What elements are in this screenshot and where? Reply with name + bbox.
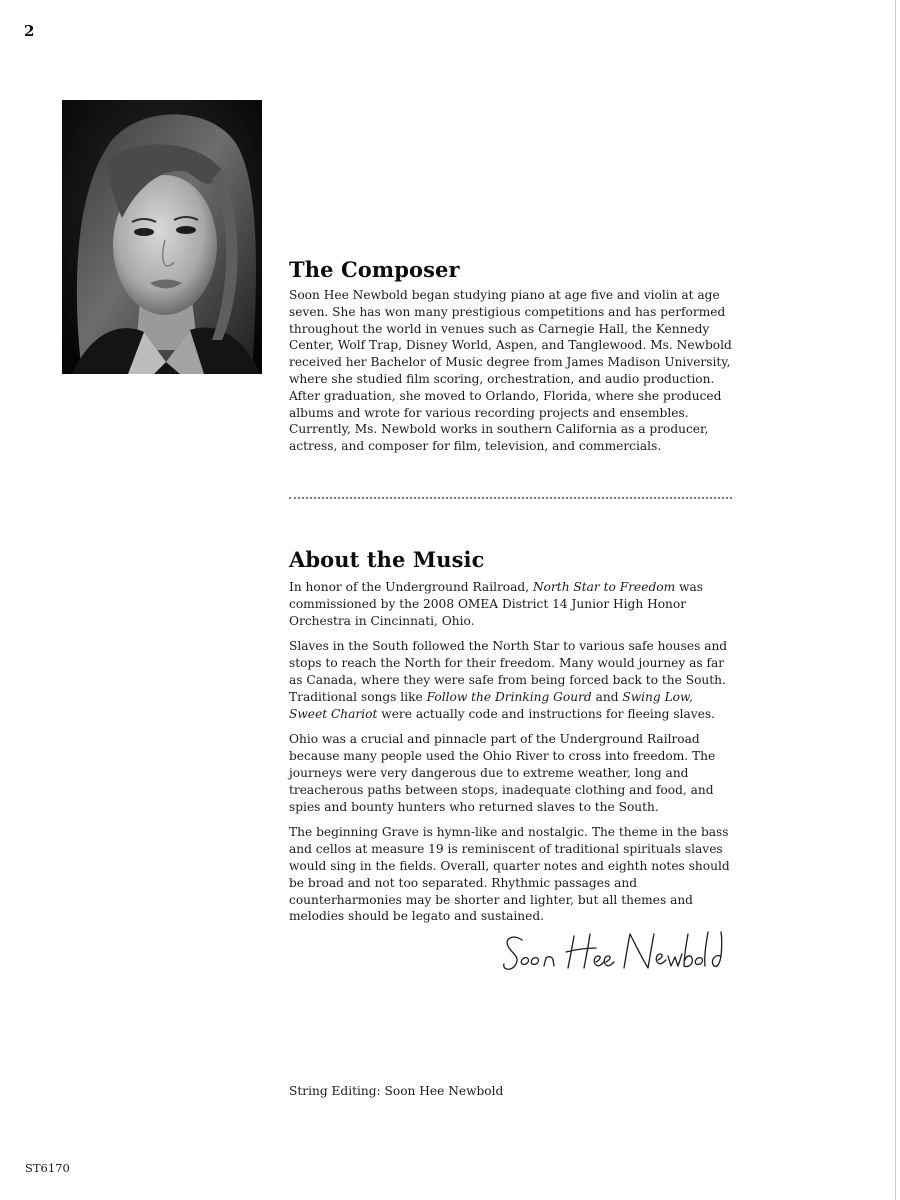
music-p2-text-b: and <box>591 689 623 704</box>
music-p1-text-b: was commissioned by the 2008 OMEA District 14 Junior High Honor Orchestra in Cincinnati, Ohio. <box>289 580 703 628</box>
section-divider <box>289 497 732 499</box>
music-p2-text-a: Slaves in the South followed the North Star to various safe houses and stops to reach the North for their freedom. Many would journey as far as Canada, where they were safe from being forced back to the South. Traditional songs like <box>289 639 728 704</box>
composer-heading: The Composer <box>289 257 460 282</box>
about-music-heading: About the Music <box>289 547 485 572</box>
music-paragraph-3: Ohio was a crucial and pinnacle part of the Underground Railroad because many people used the Ohio River to cross into freedom. The journeys were very dangerous due to extreme weather, long and treacherous paths between stops, inadequate clothing and food, and spies and bounty hunters who returned slaves to the South. <box>289 732 716 814</box>
composer-signature <box>500 926 725 978</box>
string-editing-credit: String Editing: Soon Hee Newbold <box>289 1084 504 1098</box>
composer-photo <box>62 100 262 374</box>
catalog-number: ST6170 <box>25 1161 70 1175</box>
song-title-swing-low: Swing Low, Sweet Chariot <box>289 689 693 721</box>
signature-graphic <box>500 926 725 978</box>
about-music-text <box>289 579 734 934</box>
composer-portrait-image <box>62 100 262 374</box>
music-title-italic: North Star to Freedom <box>532 580 676 594</box>
song-title-drinking-gourd: Follow the Drinking Gourd <box>426 689 592 704</box>
music-paragraph-2 <box>289 638 734 722</box>
page-edge-rule <box>895 0 896 1200</box>
music-p1-text-a: In honor of the Underground Railroad, <box>289 580 533 594</box>
music-p2-text-c: were actually code and instructions for fleeing slaves. <box>377 706 716 721</box>
composer-bio-paragraph: Soon Hee Newbold began studying piano at age five and violin at age seven. She has won many prestigious competitions and has performed throughout the world in venues such as Carnegie Hall, the Kennedy Center, Wolf Trap, Disney World, Aspen, and Tanglewood. Ms. Newbold received her Bachelor of Music degree from James Madison University, where she studied film scoring, orchestration, and audio production. After graduation, she moved to Orlando, Florida, where she produced albums and wrote for various recording projects and ensembles. Currently, Ms. Newbold works in southern California as a producer, actress, and composer for film, television, and commercials. <box>289 288 732 454</box>
music-paragraph-1 <box>289 579 734 629</box>
composer-bio <box>289 287 734 464</box>
music-paragraph-4: The beginning Grave is hymn-like and nostalgic. The theme in the bass and cellos at measure 19 is reminiscent of traditional spirituals slaves would sing in the fields. Overall, quarter notes and eighth notes should be broad and not too separated. Rhythmic passages and counterharmonies may be shorter and lighter, but all themes and melodies should be legato and sustained. <box>289 825 730 924</box>
page-number: 2 <box>24 22 35 40</box>
